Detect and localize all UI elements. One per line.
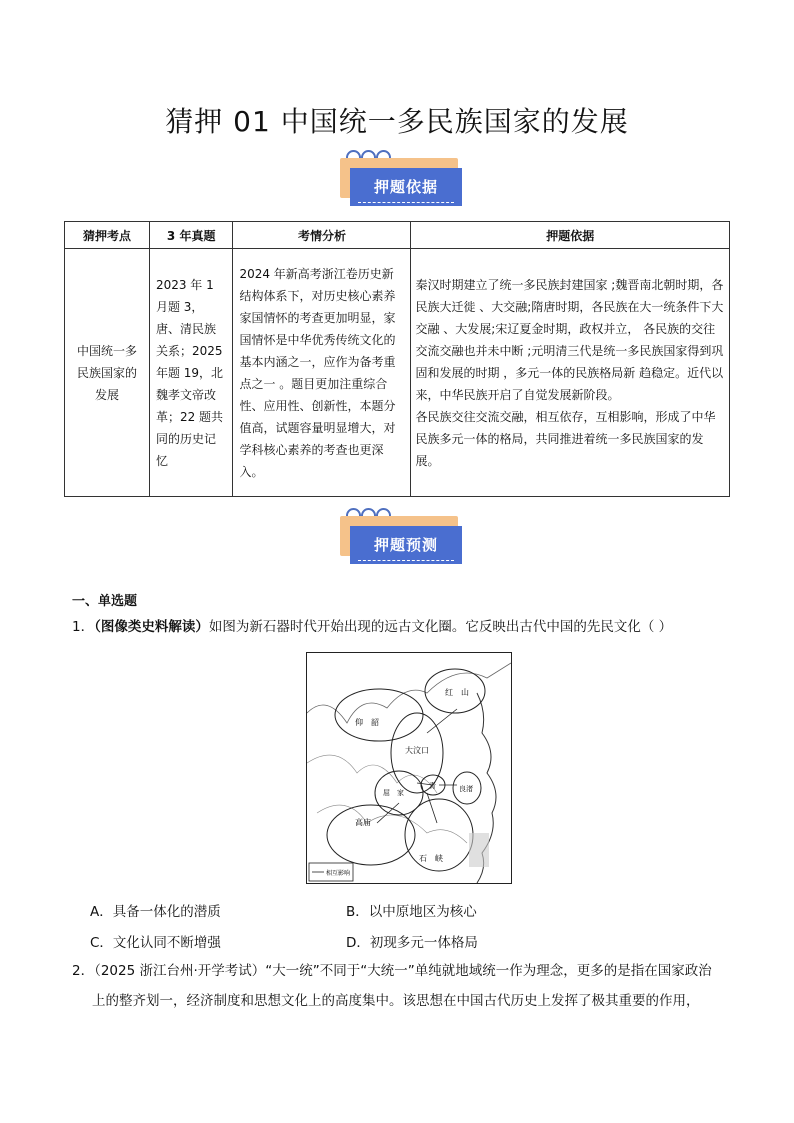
option-a[interactable]: A．具备一体化的潜质 bbox=[90, 904, 221, 920]
section-heading: 一、单选题 bbox=[72, 594, 138, 609]
header-basis: 押题依据 bbox=[411, 222, 730, 249]
section-badge-basis bbox=[336, 150, 462, 210]
question-1 bbox=[72, 612, 734, 642]
header-exams: 3 年真题 bbox=[149, 222, 233, 249]
section-badge-prediction bbox=[336, 508, 462, 568]
map-label-qing: 青 bbox=[429, 782, 436, 790]
header-analysis: 考情分析 bbox=[233, 222, 411, 249]
cell-exams bbox=[149, 249, 233, 497]
question-text: 如图为新石器时代开始出现的远古文化圈。它反映出古代中国的先民文化（ ） bbox=[208, 619, 673, 635]
basis-paragraph-2: 各民族交往交流交融，相互依存，互相影响，形成了中华民族多元一体的格局，共同推进着统一多民族国家的发展。 bbox=[415, 409, 716, 468]
cell-analysis bbox=[233, 249, 411, 497]
cell-topic-text: 中国统一多民族国家的发展 bbox=[76, 343, 137, 402]
page-title: 猜押 01 中国统一多民族国家的发展 bbox=[165, 105, 629, 138]
map-label-qujia: 屈 家 bbox=[383, 789, 404, 797]
table-header-row bbox=[65, 222, 730, 249]
map-label-liangzhu: 良渚 bbox=[459, 785, 473, 793]
question-2-line-2: 上的整齐划一，经济制度和思想文化上的高度集中。该思想在中国古代历史上发挥了极其重要的作用， bbox=[92, 993, 700, 1009]
culture-circle-map bbox=[306, 652, 512, 884]
map-label-gaomiao: 高庙 bbox=[355, 818, 371, 827]
question-source: （图像类史料解读） bbox=[94, 619, 209, 635]
basis-paragraph-1: 秦汉时期建立了统一多民族封建国家 ;魏晋南北朝时期，各民族大迁徙 、大交融;隋唐时期，各民族在大一统条件下大交融 、大发展;宋辽夏金时期，政权并立， 各民族的交往交流交融也并未中断 ;元明清三代是统一多民族国家得到巩固和发展的时期 ，多元一体的民族格局新 趋稳定。近代以来，中华民族开启了自觉发展新阶段。 bbox=[415, 277, 724, 402]
option-d[interactable]: D．初现多元一体格局 bbox=[346, 935, 478, 951]
cell-exams-text: 2023 年 1 月题 3，唐、清民族关系；2025 年题 19，北魏孝文帝改革；22 题共同的历史记忆 bbox=[155, 277, 224, 468]
map-drawing bbox=[307, 653, 511, 883]
question-text: “大一统”不同于“大统一”单纯就地域统一作为理念，更多的是指在国家政治 bbox=[265, 963, 712, 979]
table-row bbox=[65, 249, 730, 497]
cell-topic bbox=[65, 249, 150, 497]
question-2 bbox=[72, 956, 734, 1016]
map-label-hongshan: 红 山 bbox=[445, 688, 469, 697]
question-number: 1． bbox=[72, 619, 95, 635]
badge-label: 押题依据 bbox=[350, 168, 462, 206]
cell-basis bbox=[411, 249, 730, 497]
map-label-shixia: 石 峡 bbox=[419, 854, 443, 863]
question-number: 2． bbox=[72, 963, 95, 979]
option-b[interactable]: B．以中原地区为核心 bbox=[346, 904, 477, 920]
map-label-dawenkou: 大汶口 bbox=[405, 746, 429, 755]
question-source: （2025 浙江台州·开学考试） bbox=[94, 963, 266, 979]
basis-table bbox=[64, 221, 730, 497]
map-legend-label: 相互影响 bbox=[326, 870, 351, 877]
badge-label: 押题预测 bbox=[350, 526, 462, 564]
option-c[interactable]: C．文化认同不断增强 bbox=[90, 935, 221, 951]
question-2-line-1 bbox=[72, 956, 734, 986]
map-label-yangshao: 仰 韶 bbox=[355, 718, 379, 727]
header-topic: 猜押考点 bbox=[65, 222, 150, 249]
cell-analysis-text: 2024 年新高考浙江卷历史新结构体系下，对历史核心素养家国情怀的考查更加明显，家国情怀是中华优秀传统文化的基本内涵之一，应作为备考重点之一 。题目更加注重综合性、应用性、创新性，本题分值高，试题容量明显增大，对学科核心素养的考查也更深入。 bbox=[239, 266, 396, 479]
